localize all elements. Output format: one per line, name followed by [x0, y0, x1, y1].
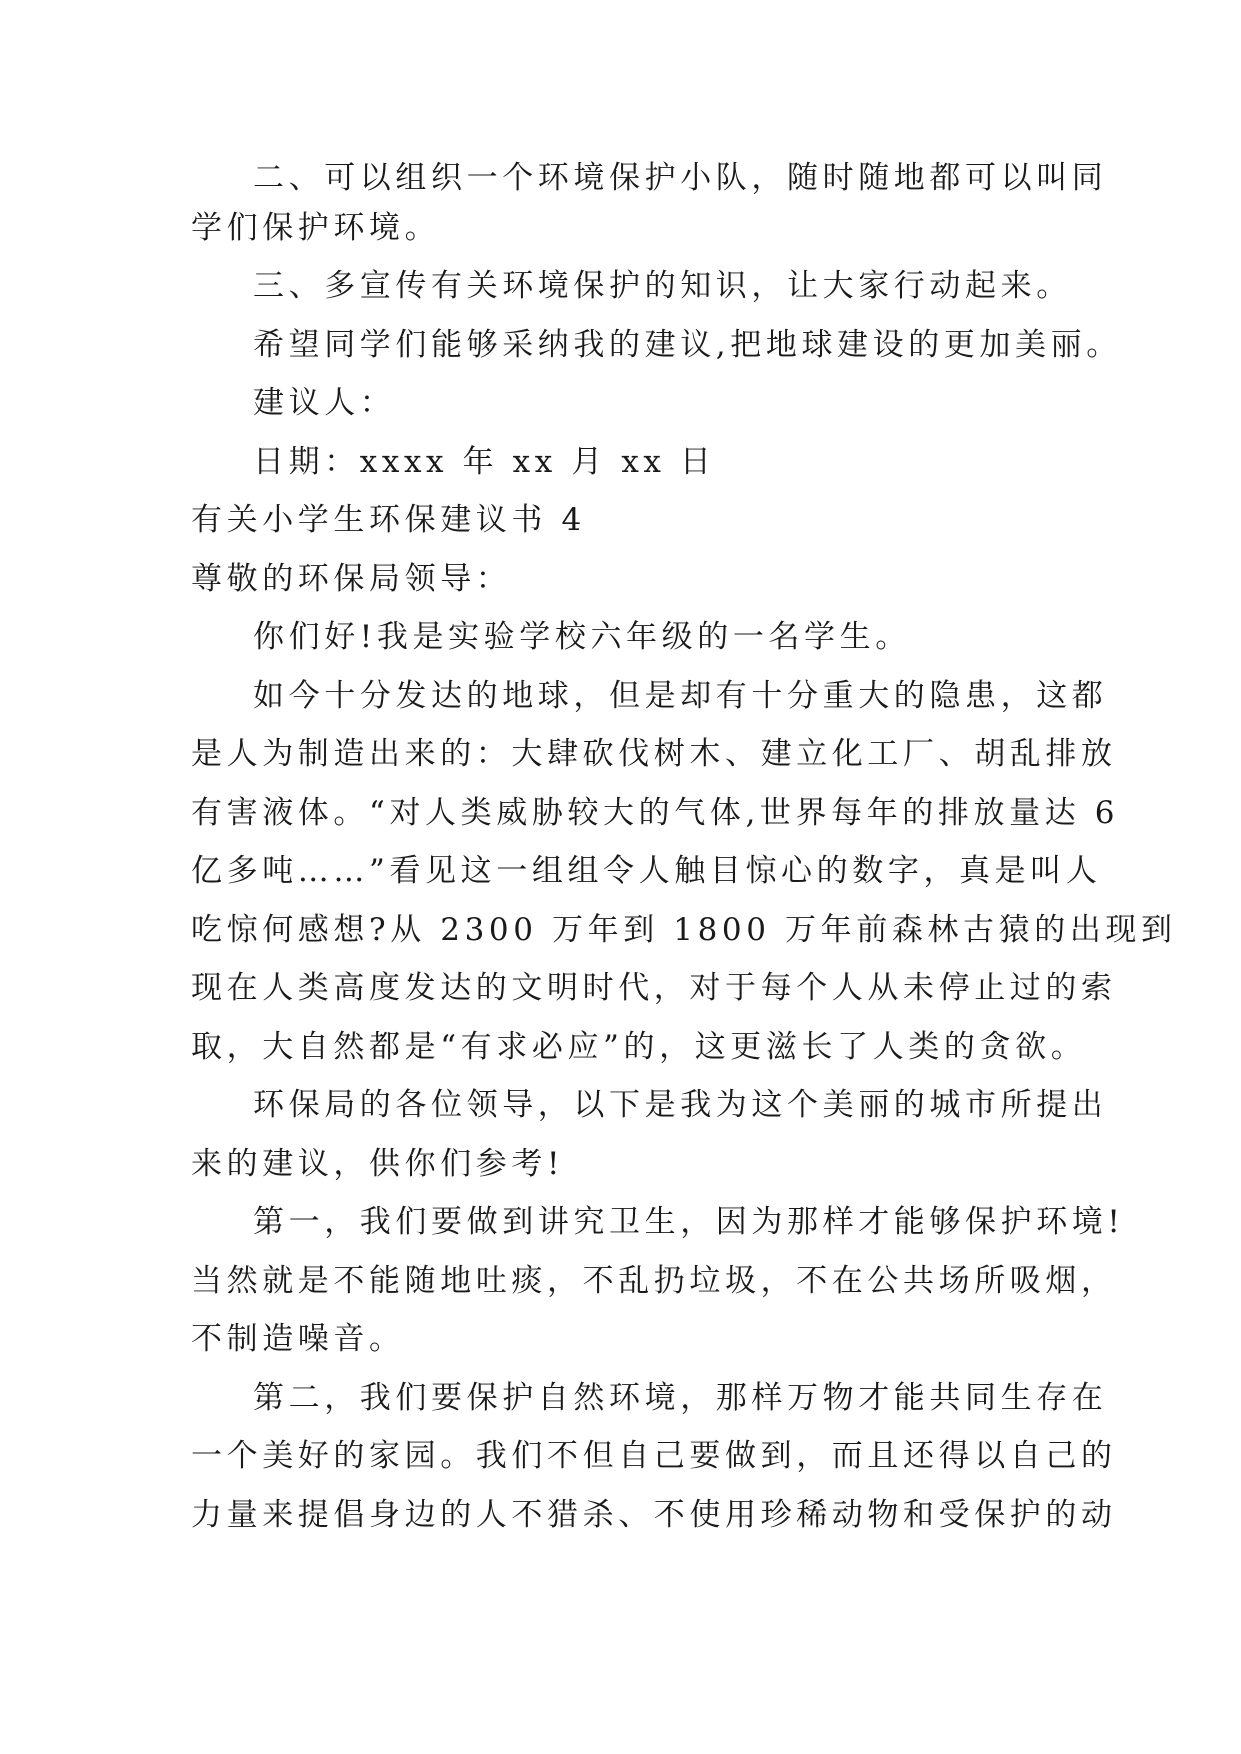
date-line: 日期：xxxx 年 xx 月 xx 日 [253, 444, 716, 480]
paragraph-line: 如今十分发达的地球，但是却有十分重大的隐患，这都 [253, 678, 1108, 714]
paragraph-line: 当然就是不能随地吐痰，不乱扔垃圾，不在公共场所吸烟， [191, 1263, 1117, 1299]
paragraph-line: 不制造噪音。 [191, 1321, 405, 1357]
paragraph-line: 二、可以组织一个环境保护小队，随时随地都可以叫同 [253, 160, 1108, 196]
paragraph-line: 环保局的各位领导，以下是我为这个美丽的城市所提出 [253, 1087, 1108, 1123]
paragraph-line: 希望同学们能够采纳我的建议,把地球建设的更加美丽。 [253, 327, 1122, 363]
paragraph-line: 是人为制造出来的：大肆砍伐树木、建立化工厂、胡乱排放 [191, 736, 1117, 772]
paragraph-line: 亿多吨……”看见这一组组令人触目惊心的数字，真是叫人 [191, 853, 1102, 889]
paragraph-line: 学们保护环境。 [191, 210, 441, 246]
salutation: 尊敬的环保局领导： [191, 561, 512, 597]
section-title: 有关小学生环保建议书 4 [191, 502, 586, 538]
paragraph-line: 现在人类高度发达的文明时代，对于每个人从未停止过的索 [191, 970, 1117, 1006]
paragraph-line: 你们好!我是实验学校六年级的一名学生。 [253, 619, 911, 655]
paragraph-line: 吃惊何感想?从 2300 万年到 1800 万年前森林古猿的出现到 [191, 912, 1177, 948]
paragraph-line: 第一，我们要做到讲究卫生，因为那样才能够保护环境! [253, 1204, 1125, 1240]
paragraph-line: 第二，我们要保护自然环境，那样万物才能共同生存在 [253, 1380, 1108, 1416]
paragraph-line: 取，大自然都是“有求必应”的，这更滋长了人类的贪欲。 [191, 1029, 1087, 1065]
paragraph-line: 来的建议，供你们参考! [191, 1146, 565, 1182]
paragraph-line: 一个美好的家园。我们不但自己要做到，而且还得以自己的 [191, 1438, 1117, 1474]
paragraph-line: 有害液体。“对人类威胁较大的气体,世界每年的排放量达 6 [191, 795, 1120, 831]
paragraph-line: 力量来提倡身边的人不猎杀、不使用珍稀动物和受保护的动 [191, 1497, 1117, 1533]
paragraph-line: 三、多宣传有关环境保护的知识，让大家行动起来。 [253, 268, 1072, 304]
signature-label: 建议人： [253, 385, 396, 421]
